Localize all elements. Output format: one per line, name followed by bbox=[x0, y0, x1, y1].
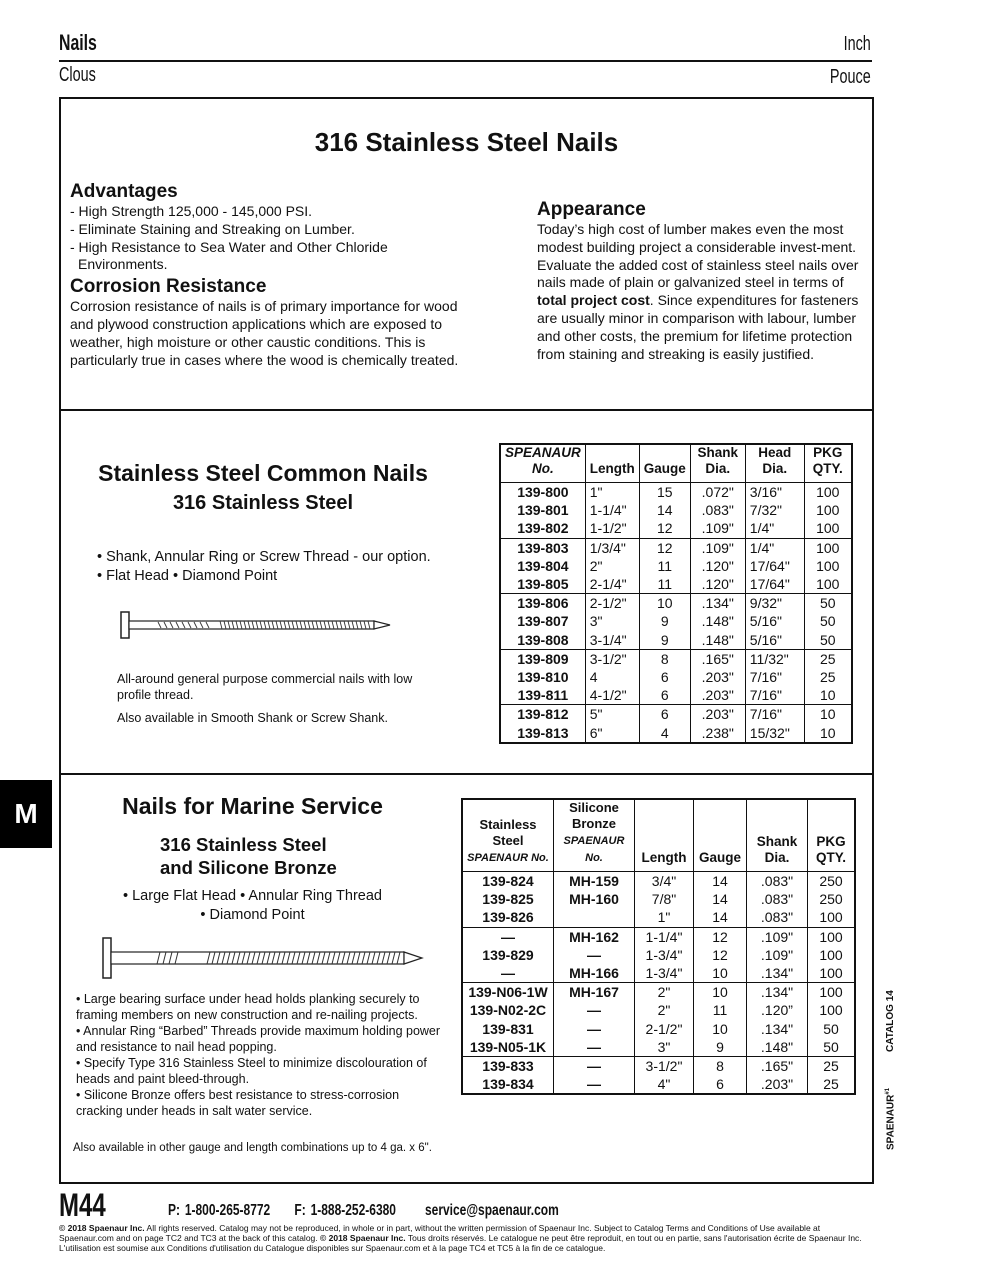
table-row bbox=[501, 483, 851, 502]
table-cell: 6 bbox=[639, 686, 690, 705]
table-cell bbox=[554, 908, 635, 927]
table-cell: 25 bbox=[808, 1075, 855, 1093]
table-cell: 100 bbox=[808, 1001, 855, 1019]
table-cell: 10 bbox=[639, 594, 690, 613]
table-row bbox=[501, 724, 851, 742]
table-cell: .109" bbox=[690, 538, 745, 557]
col-gauge: Gauge bbox=[639, 445, 690, 483]
table-cell: 2-1/2" bbox=[635, 1020, 694, 1038]
marine-bullets bbox=[61, 887, 444, 924]
table-row bbox=[501, 575, 851, 594]
table-cell: 5" bbox=[585, 705, 639, 724]
table-cell: 1" bbox=[585, 483, 639, 502]
appearance-text-1: Today’s high cost of lumber makes even the most modest building project a considerable invest-ment. Evaluate the added cost of stainless steel nails over nails made of plain or galvanized steel in terms of bbox=[537, 221, 859, 291]
table-cell: 1-1/4" bbox=[635, 927, 694, 946]
table-cell: 8 bbox=[694, 1057, 747, 1076]
table-cell: 6 bbox=[639, 705, 690, 724]
marine-bullet-2: • Diamond Point bbox=[200, 906, 305, 923]
table-cell: 1" bbox=[635, 908, 694, 927]
table-row bbox=[501, 557, 851, 575]
table-cell: .134" bbox=[747, 964, 808, 983]
table-cell: 139-834 bbox=[482, 1076, 534, 1093]
table-row bbox=[501, 612, 851, 630]
table-cell: 139-831 bbox=[482, 1020, 534, 1037]
table-cell: 12 bbox=[639, 538, 690, 557]
table-cell: 25 bbox=[808, 1057, 855, 1076]
advantages-block bbox=[70, 181, 490, 369]
marine-point-4: • Silicone Bronze offers best resistance to stress-corrosion cracking under heads in salt water service. bbox=[76, 1088, 400, 1118]
table-cell: 3-1/4" bbox=[585, 631, 639, 650]
table-cell: 139-825 bbox=[482, 891, 534, 908]
common-desc-2: Also available in Smooth Shank or Screw Shank. bbox=[117, 711, 388, 725]
table-cell: .165" bbox=[747, 1057, 808, 1076]
table-cell: 1-1/2" bbox=[585, 519, 639, 538]
table-cell: 50 bbox=[804, 631, 851, 650]
table-cell: MH-162 bbox=[554, 927, 635, 946]
table-cell: .120" bbox=[690, 575, 745, 594]
table-cell: 4-1/2" bbox=[585, 686, 639, 705]
table-cell: 139-807 bbox=[517, 613, 569, 630]
table-cell: 139-806 bbox=[501, 594, 585, 613]
table-cell: .083" bbox=[747, 908, 808, 927]
section-divider-2 bbox=[59, 773, 874, 775]
table-cell: 15 bbox=[639, 483, 690, 502]
table-cell: MH-160 bbox=[554, 890, 635, 908]
table-cell: MH-159 bbox=[554, 872, 635, 891]
common-bullet-2: • Flat Head • Diamond Point bbox=[97, 567, 278, 584]
table-cell: 250 bbox=[808, 890, 855, 908]
table-cell: 9 bbox=[694, 1038, 747, 1057]
common-bullets bbox=[97, 548, 431, 585]
marine-subtitle-1: 316 Stainless Steel bbox=[160, 834, 327, 855]
table-row bbox=[501, 686, 851, 705]
table-cell: 3" bbox=[635, 1038, 694, 1057]
col-shank: Shank Dia. bbox=[690, 445, 745, 483]
table-cell: .134" bbox=[747, 983, 808, 1002]
marine-bullet-1: • Large Flat Head • Annular Ring Thread bbox=[123, 888, 382, 904]
appearance-text-2: . Since expenditures for fasteners are usually minor in comparison with labour, lumber and other costs, the premium for lifetime protection from staining and streaking is easily justified. bbox=[537, 292, 859, 362]
table-cell: .109" bbox=[747, 927, 808, 946]
table-row bbox=[501, 501, 851, 519]
table-cell: 3/16" bbox=[745, 483, 804, 502]
table-cell: 11 bbox=[694, 1001, 747, 1019]
table-cell: 100 bbox=[804, 575, 851, 594]
table-cell: .120” bbox=[747, 1001, 808, 1019]
table-cell: .203" bbox=[690, 668, 745, 686]
table-cell: 1-1/4" bbox=[585, 501, 639, 519]
table-cell: 5/16" bbox=[745, 612, 804, 630]
marine-title: Nails for Marine Service bbox=[122, 793, 383, 819]
table-cell: 11 bbox=[639, 557, 690, 575]
table-cell: 2" bbox=[635, 983, 694, 1002]
table-cell: — bbox=[554, 1057, 635, 1076]
advantages-item-4: Environments. bbox=[78, 256, 168, 273]
table-cell: 100 bbox=[808, 908, 855, 927]
side-catalog: CATALOG 14 bbox=[885, 990, 896, 1052]
table-cell: 11/32" bbox=[745, 649, 804, 668]
table-cell: 139-809 bbox=[501, 649, 585, 668]
table-cell: 3-1/2" bbox=[585, 649, 639, 668]
table-cell: 4 bbox=[585, 668, 639, 686]
table-cell: — bbox=[554, 1075, 635, 1093]
table-cell: 10 bbox=[804, 724, 851, 742]
table-cell: 139-810 bbox=[517, 669, 569, 686]
marine-also: Also available in other gauge and length combinations up to 4 ga. x 6". bbox=[73, 1142, 432, 1154]
table-cell: 4" bbox=[635, 1075, 694, 1093]
marine-point-3: • Specify Type 316 Stainless Steel to minimize discolouration of heads and paint bleed-through. bbox=[76, 1056, 427, 1086]
marine-point-2: • Annular Ring “Barbed” Threads provide maximum holding power and resistance to nail head popping. bbox=[76, 1024, 441, 1054]
common-nail-illustration bbox=[118, 610, 393, 640]
table-cell: 139-804 bbox=[517, 557, 569, 574]
table-cell: 15/32" bbox=[745, 724, 804, 742]
table-cell: 9/32" bbox=[745, 594, 804, 613]
header-unit-fr: Pouce bbox=[830, 66, 871, 88]
footer-legal: © 2018 Spaenaur Inc. All rights reserved. Catalog may not be reproduced, in whole or in part, without the written permission of Spaenaur Inc. Subject to Catalog Terms and Conditions of Use available at Spaenaur.com and on page TC2 and TC3 at the back of this catalog. © 2018 Spaenaur Inc. Tous droits réservés. Le catalogue ne peut être reproduit, en tout ou en partie, sans l'autorisation écrite de Spaenaur Inc. L'utilisation est soumise aux Conditions d'utilisation du Catalogue disponibles sur Spaenaur.com et à la page TC4 et TC5 à la fin de ce catalogue. bbox=[59, 1223, 862, 1253]
table-cell: — bbox=[554, 946, 635, 964]
table-cell: 12 bbox=[694, 946, 747, 964]
table-cell: 3-1/2" bbox=[635, 1057, 694, 1076]
table-cell: .148" bbox=[747, 1038, 808, 1057]
col-gauge: Gauge bbox=[694, 800, 747, 872]
header-unit-en: Inch bbox=[843, 33, 871, 55]
table-cell: 100 bbox=[804, 483, 851, 502]
table-cell: 1/3/4" bbox=[585, 538, 639, 557]
advantages-item-2: - Eliminate Staining and Streaking on Lumber. bbox=[70, 220, 355, 237]
table-cell: 139-826 bbox=[482, 909, 534, 926]
table-cell: 4 bbox=[639, 724, 690, 742]
table-cell: .083" bbox=[747, 890, 808, 908]
table-cell: 2-1/2" bbox=[585, 594, 639, 613]
table-row bbox=[463, 908, 854, 927]
table-cell: 9 bbox=[639, 631, 690, 650]
table-cell: 50 bbox=[804, 612, 851, 630]
table-cell: .203" bbox=[690, 686, 745, 705]
table-cell: .120" bbox=[690, 557, 745, 575]
table-cell: .083" bbox=[690, 501, 745, 519]
table-cell: 10 bbox=[694, 964, 747, 983]
table-cell: 6 bbox=[639, 668, 690, 686]
appearance-block bbox=[537, 199, 862, 363]
table-cell: 139-829 bbox=[482, 946, 534, 963]
common-desc-1: All-around general purpose commercial nails with low profile thread. bbox=[117, 672, 413, 702]
table-cell: 17/64" bbox=[745, 575, 804, 594]
table-cell: 50 bbox=[804, 594, 851, 613]
table-cell: 100 bbox=[808, 983, 855, 1002]
table-row bbox=[463, 872, 854, 891]
common-spec-table bbox=[501, 445, 851, 742]
marine-point-1: • Large bearing surface under head holds planking securely to framing members on new construction and re-nailing projects. bbox=[76, 992, 420, 1022]
table-cell: .072" bbox=[690, 483, 745, 502]
table-cell: 2" bbox=[585, 557, 639, 575]
table-cell: 9 bbox=[639, 612, 690, 630]
table-cell: 1/4" bbox=[745, 538, 804, 557]
table-cell: .148" bbox=[690, 631, 745, 650]
table-cell: 100 bbox=[804, 538, 851, 557]
table-cell: 1-3/4" bbox=[635, 946, 694, 964]
table-cell: .165" bbox=[690, 649, 745, 668]
table-cell: — bbox=[463, 927, 554, 946]
table-row bbox=[501, 631, 851, 650]
col-bronze: Silicone Bronze SPAENAUR No. bbox=[554, 800, 635, 872]
table-cell: 6 bbox=[694, 1075, 747, 1093]
table-cell: — bbox=[554, 1020, 635, 1038]
table-cell: 139-803 bbox=[501, 538, 585, 557]
table-row bbox=[501, 594, 851, 613]
table-cell: 2-1/4" bbox=[585, 575, 639, 594]
table-cell: 14 bbox=[694, 890, 747, 908]
table-cell: 14 bbox=[639, 501, 690, 519]
table-cell: 50 bbox=[808, 1020, 855, 1038]
table-row bbox=[501, 519, 851, 538]
header-rule bbox=[59, 60, 872, 62]
col-head: Head Dia. bbox=[745, 445, 804, 483]
table-cell: 1/4" bbox=[745, 519, 804, 538]
table-cell: 10 bbox=[804, 705, 851, 724]
table-cell: .238" bbox=[690, 724, 745, 742]
section-divider-1 bbox=[59, 409, 874, 411]
header-title-en: Nails bbox=[59, 30, 97, 55]
table-cell: .109" bbox=[747, 946, 808, 964]
table-cell: 100 bbox=[804, 501, 851, 519]
footer-phone: P: 1-800-265-8772 bbox=[168, 1202, 271, 1219]
table-cell: 50 bbox=[808, 1038, 855, 1057]
marine-spec-table-box bbox=[461, 798, 856, 1095]
marine-nail-illustration bbox=[100, 935, 425, 981]
col-spaenaur-no: SPEANAUR No. bbox=[501, 445, 585, 483]
table-cell: 2" bbox=[635, 1001, 694, 1019]
col-shank: Shank Dia. bbox=[747, 800, 808, 872]
footer-email[interactable]: service@spaenaur.com bbox=[424, 1202, 559, 1219]
page-number: M44 bbox=[59, 1187, 106, 1223]
table-cell: 100 bbox=[804, 519, 851, 538]
table-cell: 139-805 bbox=[517, 576, 569, 593]
table-cell: 8 bbox=[639, 649, 690, 668]
common-spec-table-box bbox=[499, 443, 853, 744]
col-stainless: Stainless Steel SPAENAUR No. bbox=[463, 800, 554, 872]
advantages-item-1: - High Strength 125,000 - 145,000 PSI. bbox=[70, 203, 313, 219]
table-cell: 14 bbox=[694, 872, 747, 891]
table-cell: .203" bbox=[690, 705, 745, 724]
table-cell: 10 bbox=[694, 983, 747, 1002]
common-title: Stainless Steel Common Nails bbox=[98, 460, 428, 486]
table-cell: — bbox=[501, 965, 515, 982]
common-desc bbox=[117, 671, 447, 726]
table-row bbox=[463, 983, 854, 1002]
marine-title-block bbox=[61, 793, 444, 879]
section-tab-m[interactable]: M bbox=[0, 780, 52, 848]
col-length: Length bbox=[585, 445, 639, 483]
appearance-text-bold: total project cost bbox=[537, 292, 650, 309]
table-cell: 139-802 bbox=[517, 520, 569, 537]
table-cell: — bbox=[554, 1001, 635, 1019]
table-cell: 139-N06-1W bbox=[463, 983, 554, 1002]
table-cell: 12 bbox=[639, 519, 690, 538]
advantages-item-3: - High Resistance to Sea Water and Other Chloride bbox=[70, 238, 388, 255]
table-cell: 139-801 bbox=[517, 502, 569, 519]
table-cell: 7/32" bbox=[745, 501, 804, 519]
table-cell: 139-N02-2C bbox=[469, 1002, 547, 1019]
marine-points bbox=[76, 991, 446, 1119]
table-cell: 17/64" bbox=[745, 557, 804, 575]
marine-spec-table bbox=[463, 800, 854, 1093]
table-cell: 100 bbox=[808, 927, 855, 946]
table-cell: 139-811 bbox=[517, 687, 569, 704]
table-cell: .134" bbox=[690, 594, 745, 613]
side-brand: SPAENAUR$^{\#1}$ bbox=[885, 1087, 897, 1150]
table-cell: 139-N05-1K bbox=[469, 1038, 547, 1055]
table-cell: 250 bbox=[808, 872, 855, 891]
table-cell: 100 bbox=[808, 964, 855, 983]
table-cell: MH-166 bbox=[554, 964, 635, 983]
header-title-fr: Clous bbox=[59, 64, 96, 86]
appearance-text bbox=[537, 221, 862, 363]
footer-contact bbox=[168, 1202, 559, 1220]
table-row bbox=[463, 1038, 854, 1057]
table-row bbox=[501, 668, 851, 686]
common-subtitle: 316 Stainless Steel bbox=[172, 492, 354, 514]
table-cell: 139-813 bbox=[517, 724, 569, 741]
table-cell: 139-812 bbox=[501, 705, 585, 724]
page-title: 316 Stainless Steel Nails bbox=[314, 127, 619, 157]
table-cell: 7/8" bbox=[635, 890, 694, 908]
table-cell: .083" bbox=[747, 872, 808, 891]
table-cell: 100 bbox=[804, 557, 851, 575]
corrosion-heading: Corrosion Resistance bbox=[70, 276, 267, 298]
col-pkg: PKG QTY. bbox=[808, 800, 855, 872]
table-cell: .109" bbox=[690, 519, 745, 538]
advantages-heading: Advantages bbox=[70, 181, 178, 202]
table-cell: 139-833 bbox=[463, 1057, 554, 1076]
col-pkg: PKG QTY. bbox=[804, 445, 851, 483]
table-cell: 139-824 bbox=[482, 873, 534, 889]
table-row bbox=[501, 649, 851, 668]
table-row bbox=[463, 946, 854, 964]
table-row bbox=[463, 890, 854, 908]
table-cell: 10 bbox=[694, 1020, 747, 1038]
table-cell: 25 bbox=[804, 649, 851, 668]
table-cell: .134" bbox=[747, 1020, 808, 1038]
footer-fax: F: 1-888-252-6380 bbox=[294, 1202, 396, 1219]
table-cell: 139-800 bbox=[517, 484, 569, 500]
table-cell: 3" bbox=[585, 612, 639, 630]
table-cell: 3/4" bbox=[635, 872, 694, 891]
table-cell: 11 bbox=[639, 575, 690, 594]
table-cell: MH-167 bbox=[554, 983, 635, 1002]
table-cell: 25 bbox=[804, 668, 851, 686]
table-row bbox=[463, 964, 854, 983]
table-row bbox=[463, 1057, 854, 1076]
table-cell: 1-3/4" bbox=[635, 964, 694, 983]
marine-subtitle-2: and Silicone Bronze bbox=[160, 857, 337, 878]
table-cell: 5/16" bbox=[745, 631, 804, 650]
appearance-heading: Appearance bbox=[537, 199, 646, 220]
table-cell: — bbox=[554, 1038, 635, 1057]
common-bullet-1: • Shank, Annular Ring or Screw Thread - our option. bbox=[97, 549, 431, 565]
table-cell: 10 bbox=[804, 686, 851, 705]
table-cell: 6" bbox=[585, 724, 639, 742]
table-row bbox=[463, 1020, 854, 1038]
table-cell: 7/16" bbox=[745, 668, 804, 686]
table-row bbox=[463, 1001, 854, 1019]
corrosion-text: Corrosion resistance of nails is of primary importance for wood and plywood construction applications which are exposed to weather, high moisture or other caustic conditions. This is particularly true in cases where the wood is chemically treated. bbox=[70, 298, 459, 368]
table-cell: 7/16" bbox=[745, 686, 804, 705]
table-row bbox=[501, 538, 851, 557]
table-row bbox=[463, 1075, 854, 1093]
table-cell: .148" bbox=[690, 612, 745, 630]
table-cell: 12 bbox=[694, 927, 747, 946]
table-cell: 139-808 bbox=[517, 631, 569, 648]
table-cell: .203" bbox=[747, 1075, 808, 1093]
table-cell: 100 bbox=[808, 946, 855, 964]
table-cell: 14 bbox=[694, 908, 747, 927]
table-cell: 7/16" bbox=[745, 705, 804, 724]
table-row bbox=[463, 927, 854, 946]
table-row bbox=[501, 705, 851, 724]
col-length: Length bbox=[635, 800, 694, 872]
common-title-block bbox=[61, 460, 465, 515]
